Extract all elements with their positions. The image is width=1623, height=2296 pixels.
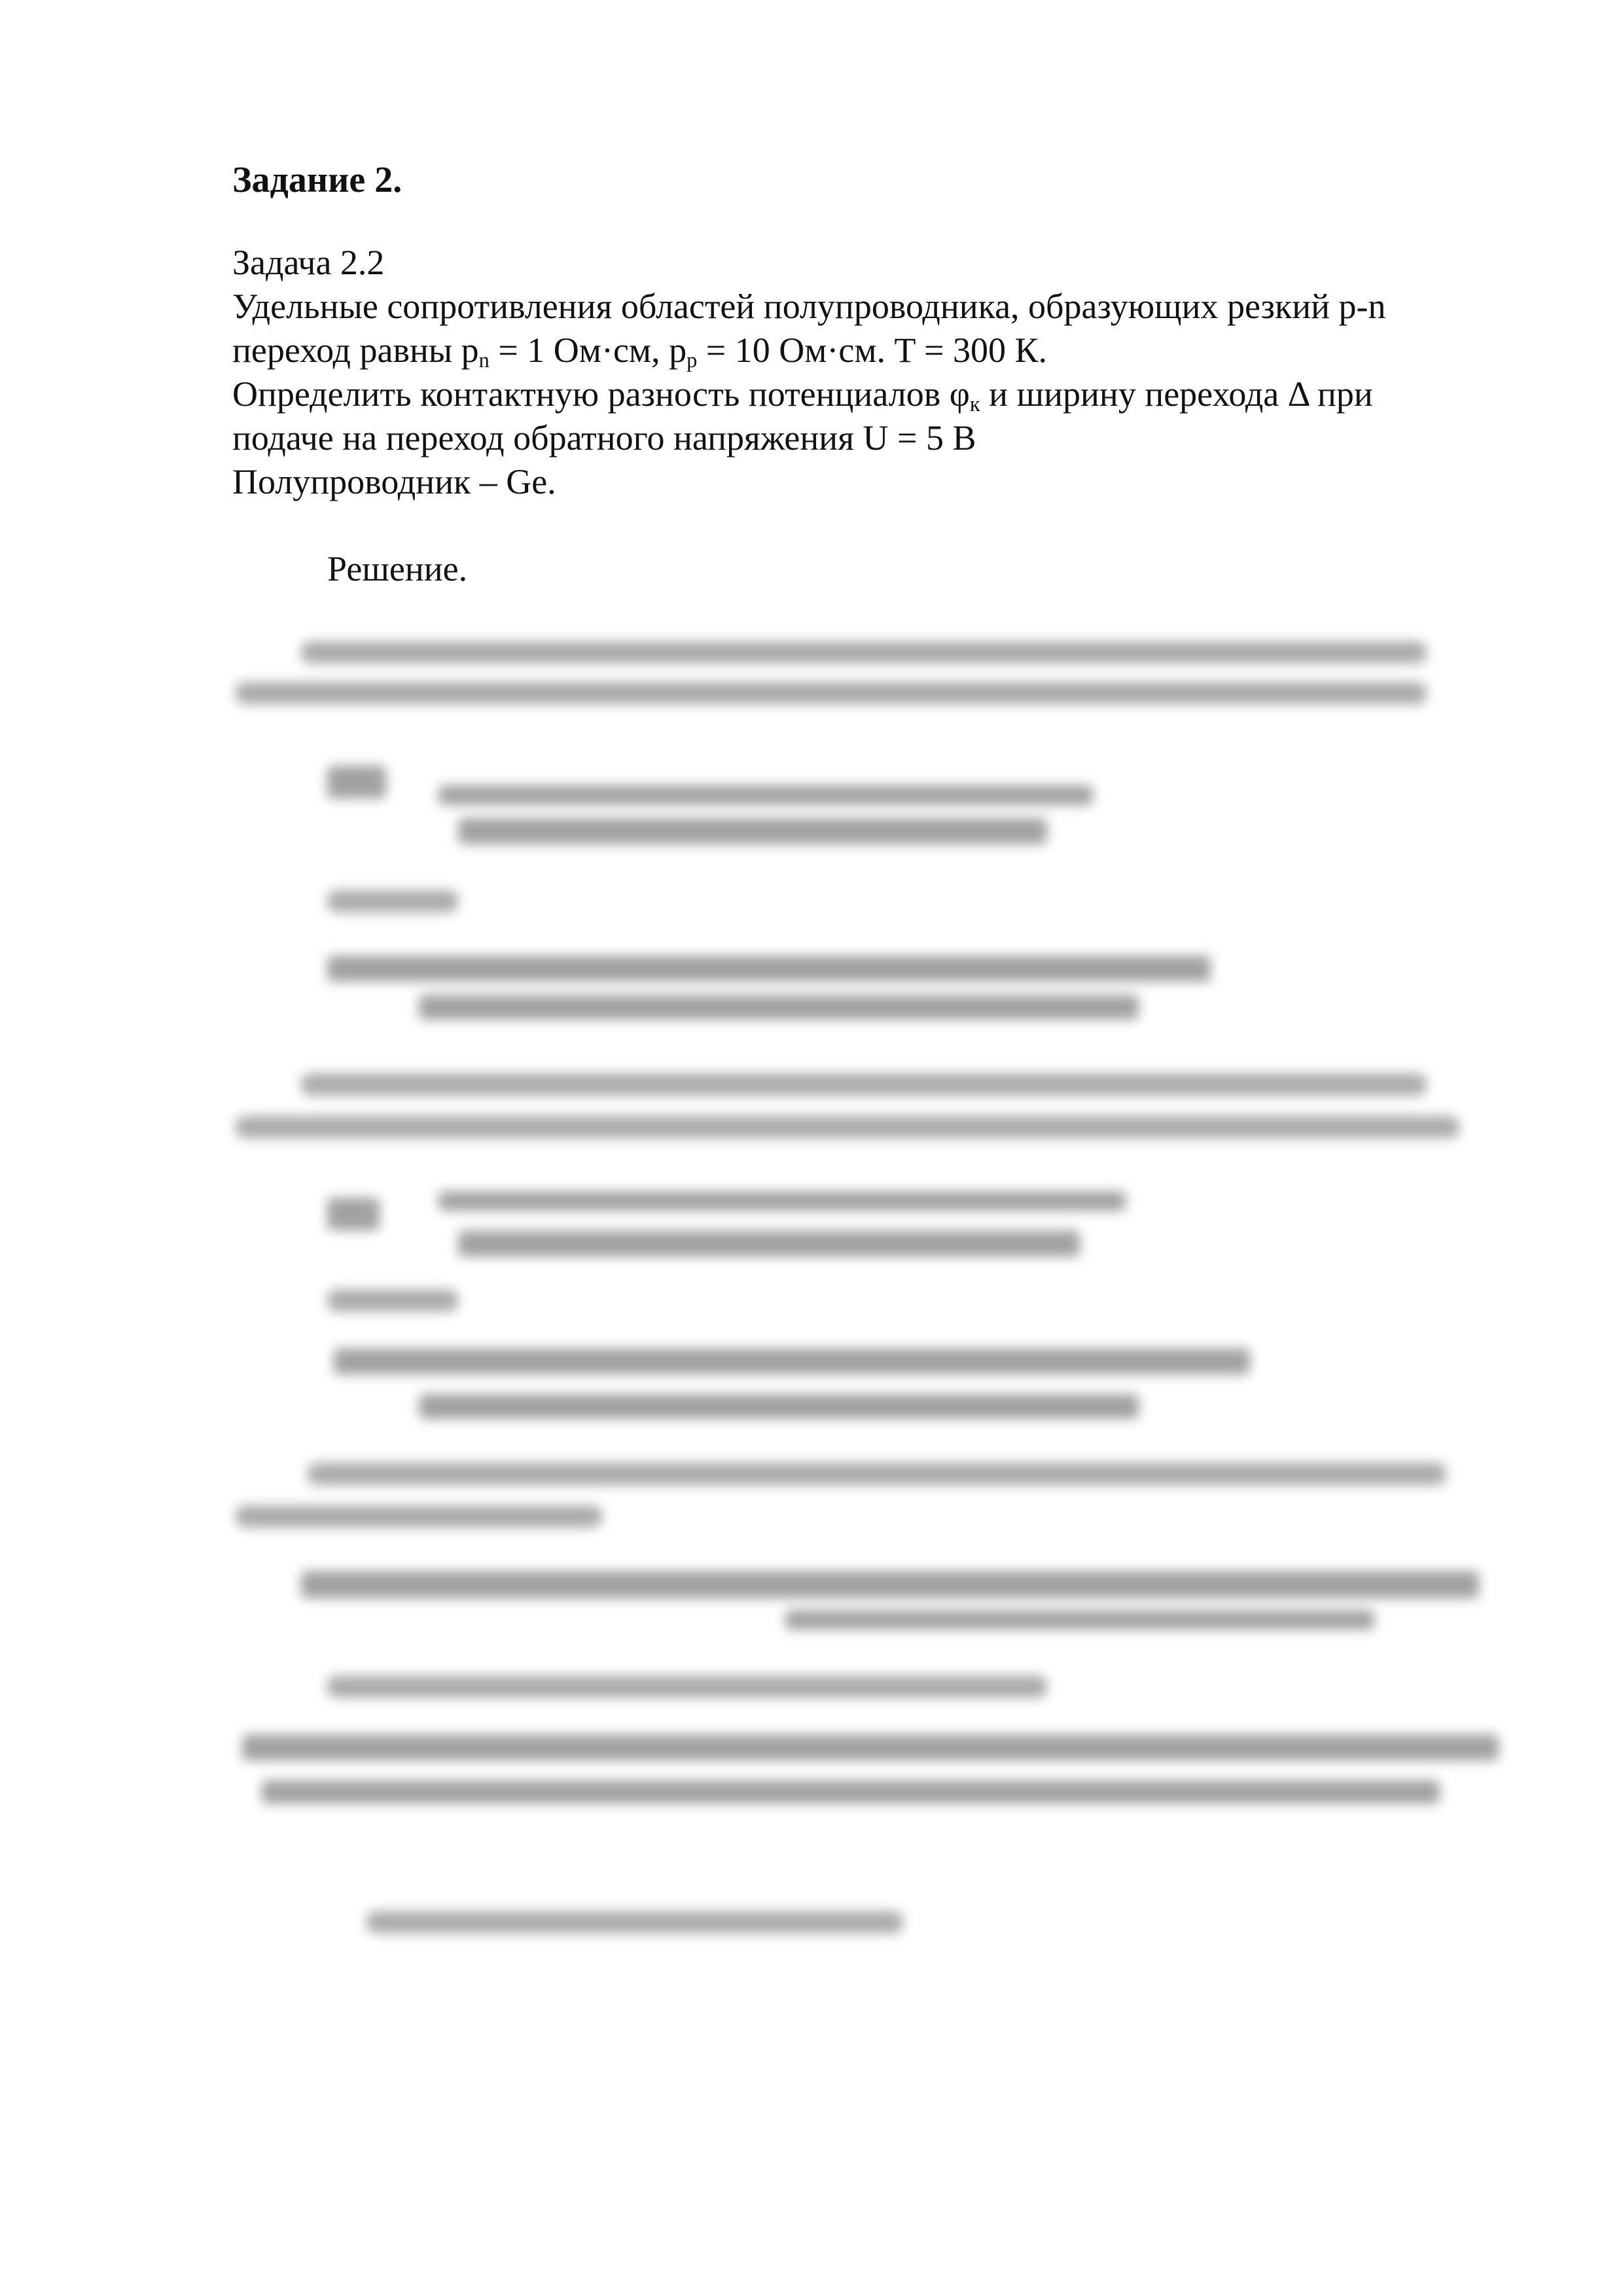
solution-title: Решение.	[327, 549, 468, 588]
blurred-formula	[327, 766, 386, 798]
text-fragment: = 10 Ом·см. T = 300 К.	[697, 331, 1048, 370]
blurred-formula	[419, 1394, 1139, 1419]
blurred-formula	[327, 1198, 380, 1230]
blurred-text-line	[236, 1116, 1459, 1138]
text-fragment: = 1 Ом·см, p	[489, 331, 687, 370]
blurred-formula	[458, 1230, 1080, 1257]
blurred-text-line	[236, 1505, 602, 1528]
blurred-text-line	[301, 641, 1427, 664]
problem-line-2	[232, 329, 1515, 372]
subscript-p: p	[687, 349, 698, 373]
blurred-text-line	[236, 682, 1427, 704]
text-fragment: переход равны p	[232, 331, 479, 370]
blurred-text-line	[327, 890, 458, 912]
blurred-formula	[242, 1734, 1499, 1761]
text-fragment: Определить контактную разность потенциалов φ	[232, 374, 970, 414]
text-fragment: и ширину перехода Δ при	[980, 374, 1373, 414]
blurred-formula	[438, 785, 1093, 805]
problem-line-5: Полупроводник – Ge.	[232, 462, 556, 501]
blurred-formula	[785, 1610, 1374, 1630]
blurred-text-line	[327, 1676, 1047, 1698]
problem-line-3	[232, 372, 1515, 416]
blurred-text-line	[327, 1289, 458, 1312]
subscript-n: n	[478, 349, 490, 373]
blurred-formula	[458, 818, 1047, 844]
blurred-formula	[419, 995, 1139, 1020]
problem-number: Задача 2.2	[232, 243, 385, 282]
task-heading: Задание 2.	[232, 160, 402, 200]
problem-statement	[232, 241, 1515, 504]
blurred-text-line	[301, 1073, 1427, 1096]
blurred-text-line	[366, 1911, 903, 1933]
blurred-formula	[262, 1780, 1440, 1804]
problem-line-1: Удельные сопротивления областей полупроводника, образующих резкий p-n	[232, 287, 1386, 326]
blurred-formula	[301, 1571, 1479, 1598]
blurred-formula	[327, 956, 1211, 982]
blurred-formula	[438, 1191, 1126, 1211]
blurred-text-line	[308, 1463, 1446, 1485]
problem-line-4: подаче на переход обратного напряжения U = 5 В	[232, 418, 976, 457]
blurred-solution-body	[223, 628, 1518, 1970]
blurred-formula	[334, 1348, 1250, 1374]
subscript-k: к	[969, 393, 980, 417]
